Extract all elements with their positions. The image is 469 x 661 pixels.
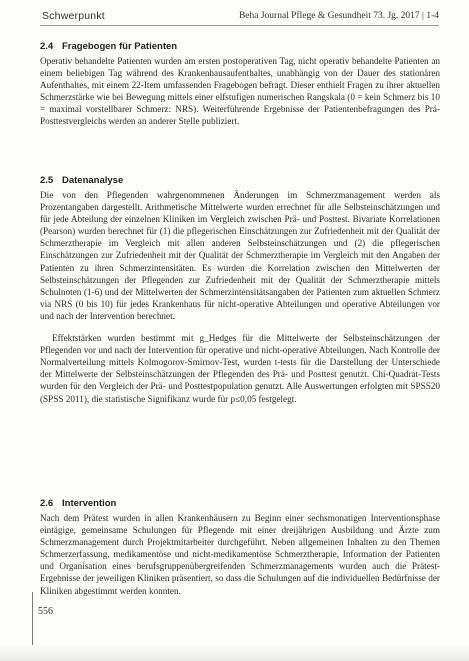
paragraph: Nach dem Prätest wurden in allen Krankenhäusern zu Beginn einer sechsmonatigen Interventionsphase eintägige, gemeinsame Schulungen für Pflegende mit einer dreijährigen Ausbildung und Ärzte zum Schmerzmanagement durch Projektmitarbeiter durchgeführt. Neben allgemeinen Inhalten zu den Themen Schmerzerfassung, medikamentöse und nicht-medikamentöse Schmerztherapie, Information der Patienten und Organisation eines berufsgruppenübergreifenden Schmerzmanagements wurden auch die Prätest-Ergebnisse der jeweiligen Kliniken präsentiert, so dass die Schulungen auf die individuellen Bedürfnisse der Kliniken abgestimmt werden konnten. bbox=[40, 513, 440, 596]
running-head bbox=[42, 8, 439, 24]
section-number: 2.4 bbox=[40, 41, 54, 52]
scan-shadow bbox=[0, 645, 469, 661]
header-rule bbox=[40, 25, 439, 26]
section-intervention bbox=[40, 498, 440, 597]
running-head-journal: Beha Journal Pflege & Gesundheit 73. Jg. 2017 | 1-4 bbox=[238, 11, 439, 21]
page-number: 556 bbox=[38, 606, 53, 617]
section-title: Intervention bbox=[62, 498, 117, 509]
running-head-section: Schwerpunkt bbox=[42, 10, 105, 22]
section-fragebogen bbox=[40, 41, 440, 128]
section-number: 2.6 bbox=[40, 498, 54, 509]
section-heading bbox=[40, 498, 440, 509]
section-heading bbox=[40, 41, 440, 52]
footer-rule bbox=[32, 592, 33, 652]
paragraph: Die von den Pflegenden wahrgenommenen Änderungen im Schmerzmanagement werden als Prozentangaben dargestellt. Arithmetische Mittelwerte wurden errechnet für alle Selbsteinschätzungen und für jede Abteilung der einzelnen Kliniken im Vergleich zwischen Prä- und Posttest. Bivariate Korrelationen (Pearson) wurden berechnet für (1) die pflegerischen Einschätzungen zur Zufriedenheit mit der Qualität der Schmerztherapie im Vergleich mit allen anderen Selbsteinschätzungen und (2) die pflegerischen Einschätzungen zur Zufriedenheit mit der Qualität der Schmerztherapie im Vergleich mit den Angaben der Patienten zu ihren Schmerzintensitäten. Es wurden die Korrelation zwischen den Mittelwerten der Selbsteinschätzungen der Pflegenden zur Zufriedenheit mit der Qualität der Schmerztherapie mittels Schulnoten (1-6) und der Mittelwerten der Schmerzintensitätsangaben der Patienten zum aktuellen Schmerz via NRS (0 bis 10) für jedes Krankenhaus für nicht-operative Abteilungen und operative Abteilungen vor und nach der Intervention berechnet. bbox=[40, 190, 440, 321]
section-title: Datenanalyse bbox=[62, 175, 124, 186]
section-title: Fragebogen für Patienten bbox=[62, 41, 178, 52]
paragraph: Operativ behandelte Patienten wurden am ersten postoperativen Tag, nicht operativ behandelte Patienten an einem beliebigen Tag während des Krankenhausaufenthaltes, unabhängig von der Dauer des stationären Aufenthaltes, mit einem 22-Item umfassenden Fragebogen befragt. Dieser enthielt Fragen zu ihrer aktuellen Schmerzstärke wie bei Bewegung mittels einer elfstufigen numerischen Rangskala (0 = kein Schmerz bis 10 = maximal vorstellbarer Schmerz: NRS). Weiterführende Ergebnisse der Patientenbefragungen des Prä-Posttestvergleichs werden an anderer Stelle publiziert. bbox=[40, 56, 440, 127]
paragraph: Effektstärken wurden bestimmt mit g_Hedges für die Mittelwerte der Selbsteinschätzungen der Pflegenden vor und nach der Intervention für operative und nicht-operative Abteilungen. Nach Kontrolle der Normalverteilung mittels Kolmogorov-Smirnov-Test, wurden t-tests für die Darstellung der Unterschiede der Mittelwerte der Selbsteinschätzungen der Pflegenden des Prä- und Posttest genutzt. Chi-Quadrat-Tests wurden für den Vergleich der Prä- und Posttestpopulation genutzt. Alle Auswertungen erfolgten mit SPSS20 (SPSS 2011), die statistische Signifikanz wurde für p≤0,05 festgelegt. bbox=[40, 333, 440, 404]
section-heading bbox=[40, 175, 440, 186]
section-datenanalyse bbox=[40, 175, 440, 405]
section-number: 2.5 bbox=[40, 175, 54, 186]
